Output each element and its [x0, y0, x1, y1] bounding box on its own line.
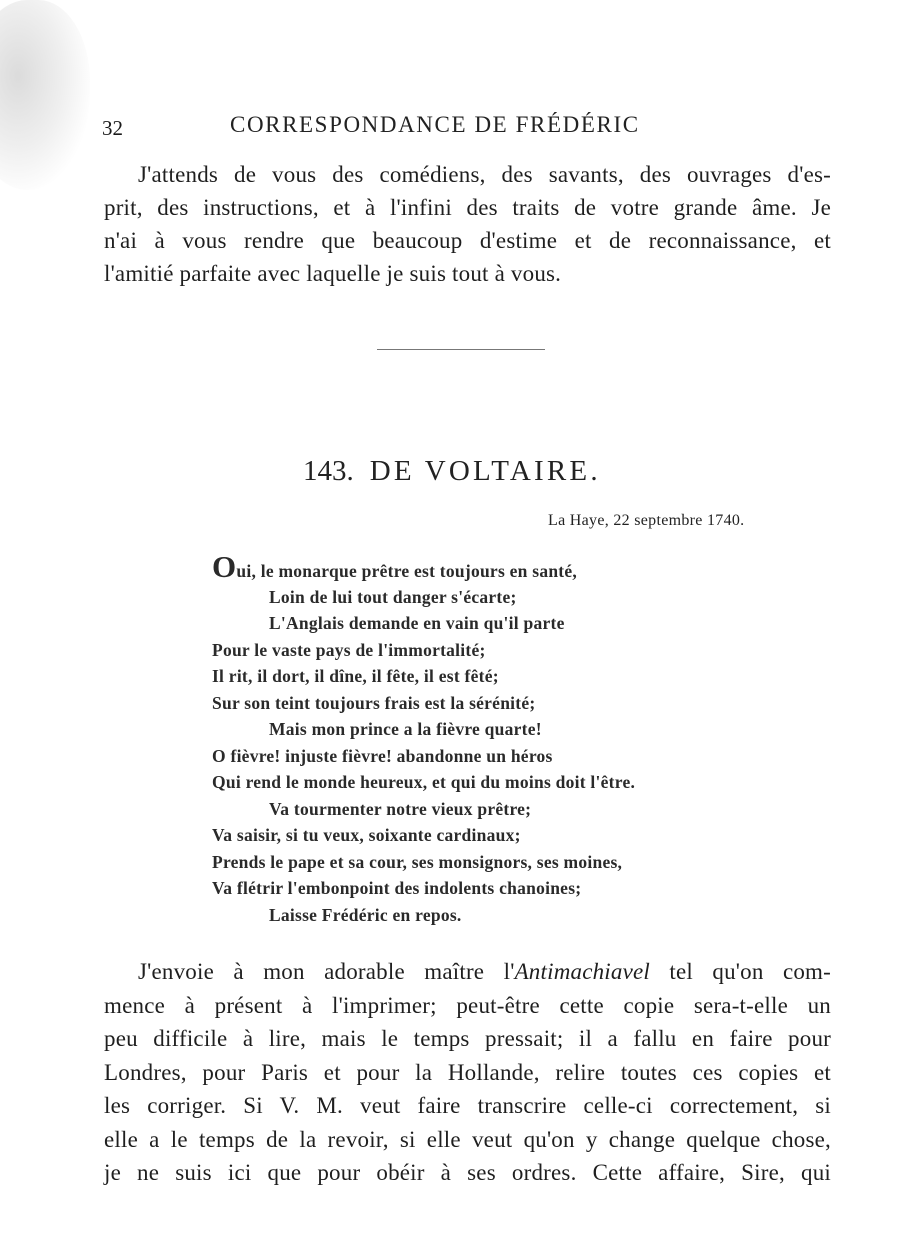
prose-line: elle a le temps de la revoir, si elle veut qu'on y change quelque chose,: [104, 1126, 831, 1152]
prose-line: prit, des instructions, et à l'infini des traits de votre grande âme. Je: [104, 195, 831, 220]
poem-verse: Va flétrir l'embonpoint des indolents chanoines;: [212, 878, 582, 898]
drop-cap: O: [212, 549, 237, 584]
book-title: Antimachiavel: [514, 959, 651, 984]
paper-stain: [0, 0, 90, 190]
poem-verse: L'Anglais demande en vain qu'il parte: [269, 613, 565, 633]
letter-title: DE VOLTAIRE.: [369, 455, 601, 487]
prose-line: peu difficile à lire, mais le temps pressait; il a fallu en faire pour: [104, 1026, 831, 1051]
poem-verse: Laisse Frédéric en repos.: [269, 904, 462, 925]
prose-line: Londres, pour Paris et pour la Hollande, relire toutes ces copies et: [104, 1059, 831, 1085]
poem-verse: Va saisir, si tu veux, soixante cardinaux;: [212, 825, 521, 845]
poem-verse: Pour le vaste pays de l'immortalité;: [212, 639, 486, 660]
letter-heading: [303, 455, 601, 488]
letter-number: 143.: [303, 455, 354, 487]
dateline: La Haye, 22 septembre 1740.: [548, 512, 745, 529]
poem-verse: Loin de lui tout danger s'écarte;: [269, 586, 517, 607]
prose-line: n'ai à vous rendre que beaucoup d'estime et de reconnaissance, et: [104, 228, 831, 253]
page-number: 32: [102, 116, 123, 140]
running-head: CORRESPONDANCE DE FRÉDÉRIC: [230, 112, 640, 137]
prose-line: les corriger. Si V. M. veut faire transcrire celle-ci correctement, si: [104, 1093, 831, 1118]
poem-verse: Oui, le monarque prêtre est toujours en santé,: [212, 549, 578, 584]
prose-line: J'envoie à mon adorable maître l'Antimachiavel tel qu'on com-: [138, 959, 832, 984]
poem-verse: Il rit, il dort, il dîne, il fête, il est fêté;: [212, 666, 499, 686]
prose-line: J'attends de vous des comédiens, des savants, des ouvrages d'es-: [138, 162, 831, 187]
poem-verses: [212, 584, 635, 929]
prose-line: mence à présent à l'imprimer; peut-être cette copie sera-t-elle un: [104, 992, 831, 1018]
poem: [212, 549, 636, 928]
previous-letter-closing: [104, 158, 831, 290]
letter-body: [104, 955, 831, 1190]
poem-verse: Prends le pape et sa cour, ses monsignors, ses moines,: [212, 851, 623, 872]
poem-verse: Sur son teint toujours frais est la sérénité;: [212, 692, 536, 713]
prose-line: l'amitié parfaite avec laquelle je suis tout à vous.: [104, 261, 562, 286]
section-divider: [377, 349, 545, 350]
poem-verse: Mais mon prince a la fièvre quarte!: [269, 719, 542, 739]
prose-line: je ne suis ici que pour obéir à ses ordres. Cette affaire, Sire, qui: [104, 1160, 831, 1185]
poem-verse: O fièvre! injuste fièvre! abandonne un héros: [212, 745, 553, 766]
poem-verse: Qui rend le monde heureux, et qui du moins doit l'être.: [212, 772, 636, 792]
poem-verse: Va tourmenter notre vieux prêtre;: [269, 798, 532, 819]
